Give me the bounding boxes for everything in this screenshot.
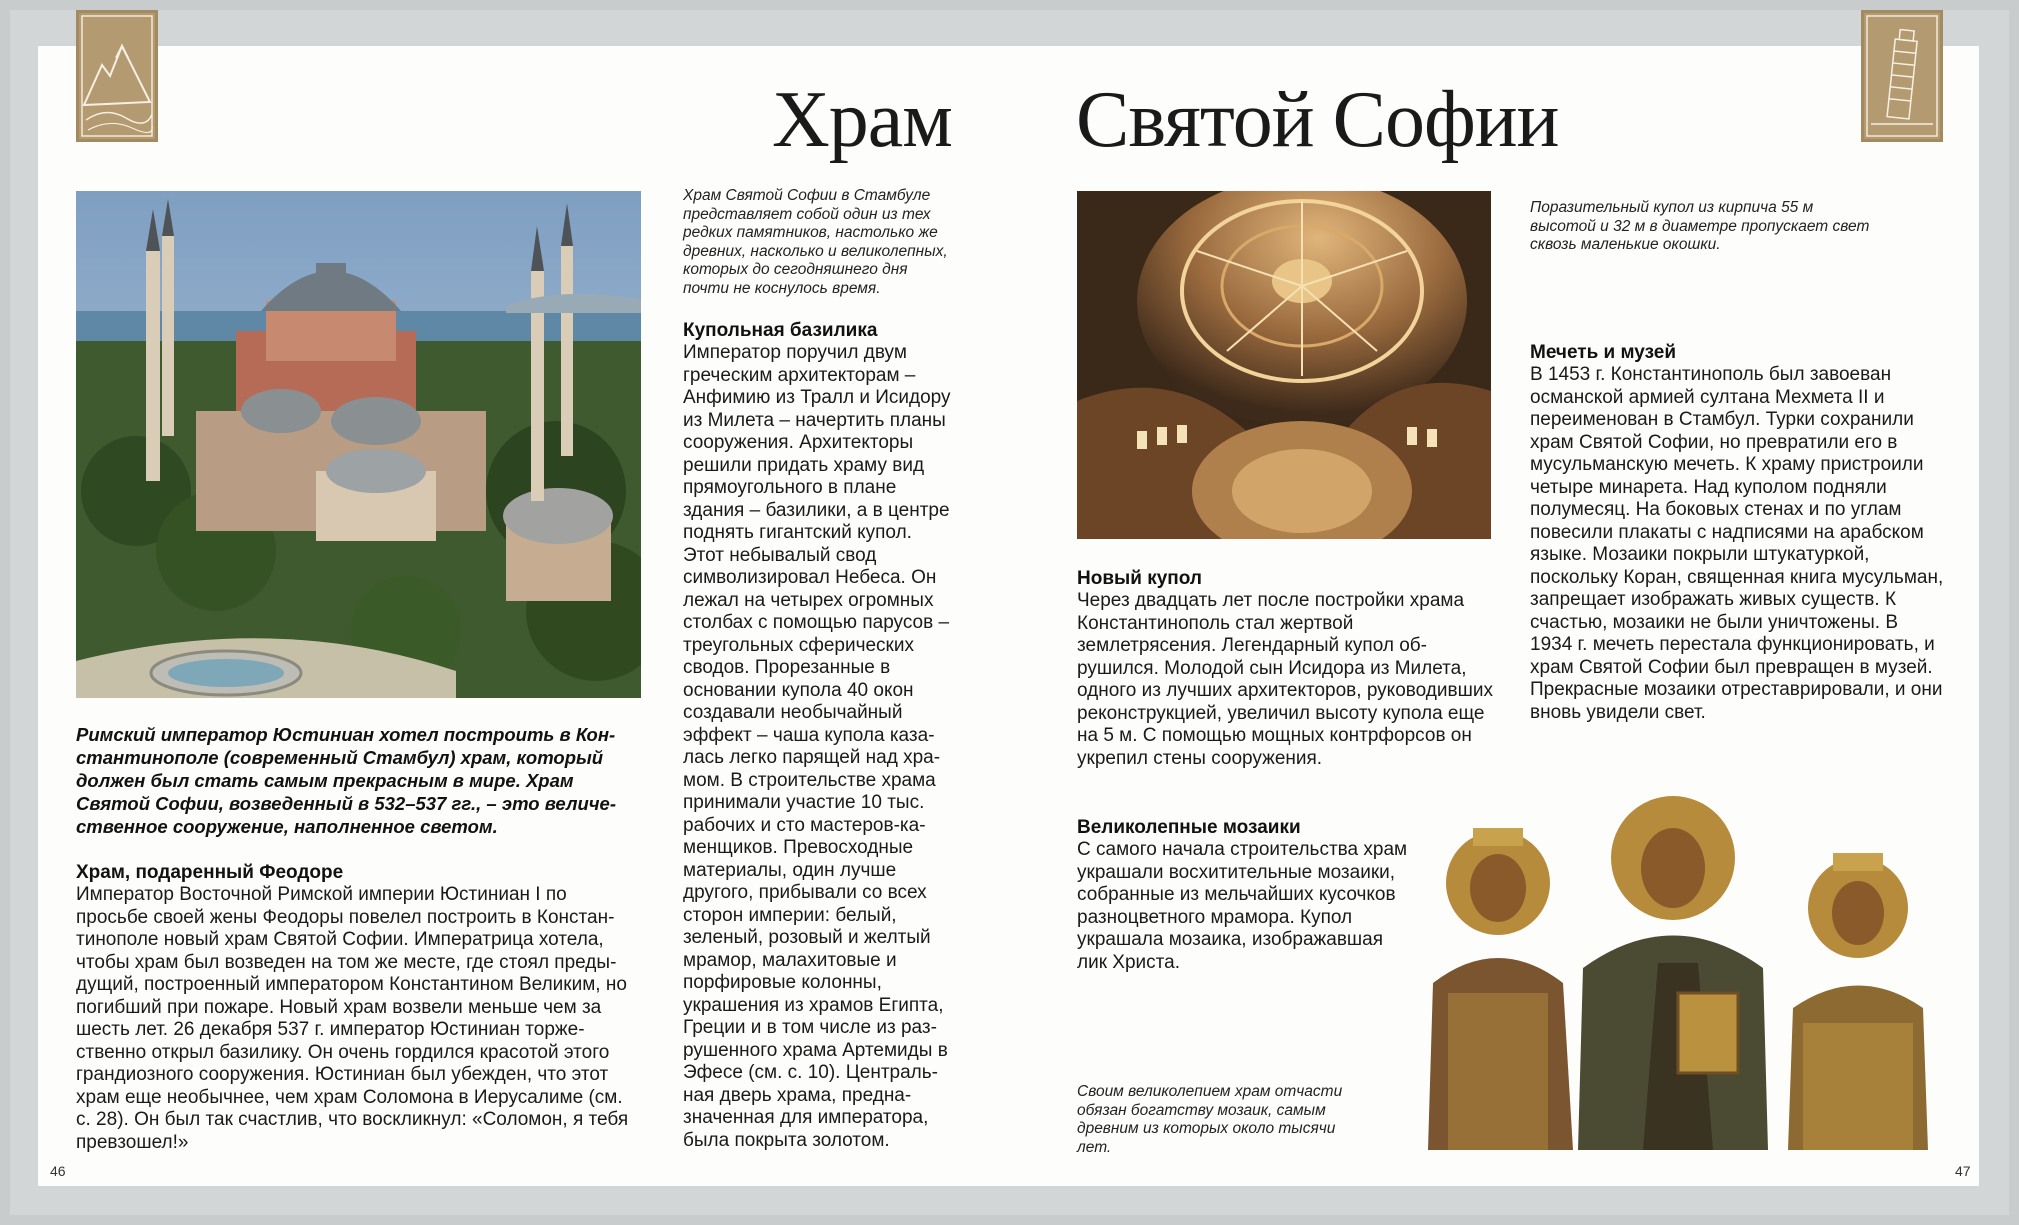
section-heading-basilica: Купольная базилика xyxy=(683,320,878,341)
section-text-basilica: Император поручил двум греческим архитекторам – Анфимию из Тралл и Исидору из Милета – начертить планы сооружения. Архитекторы решили придать храму вид прямоугольного в плане здания – базилики, а в центре поднять гигантский купол. Этот небывалый свод символизировал Небеса. Он лежал на четырех огромных столбах с помощью парусов – треугольных сферических сводов. Прорезанные в основании купола 40 окон создавали необычайный эффект – чаша купола казалась легко парящей над храмом. В строительстве храма принимали участие 10 тыс. рабочих и сто мастеров-каменщиков. Превосходные материалы, один лучше другого, прибывали со всех сторон империи: белый, зеленый, розовый и желтый мрамор, малахитовые и порфировые колонны, украшения из храмов Египта, Греции и в том числе из разрушенного храма Артемиды в Эфесе (см. с. 10). Центральная дверь храма, предназначенная для императора, была покрыта золотом. xyxy=(683,342,951,1151)
hagia-sophia-caption: Храм Святой Софии в Стамбуле представляет собой один из тех редких памятников, настолько же древних, насколько и великолепных, которых до сегодняшнего дня почти не коснулось время. xyxy=(683,187,948,297)
section-heading-mosque-museum: Мечеть и музей xyxy=(1530,342,1677,363)
page-number-left: 46 xyxy=(50,1163,66,1179)
page-title-left: Храм xyxy=(772,76,952,164)
mosaic-figures-image xyxy=(1398,793,1948,1150)
section-heading-mosaics: Великолепные мозаики xyxy=(1077,817,1301,838)
mountain-emblem-icon xyxy=(76,10,158,142)
dome-caption: Поразительный купол из кирпича 55 м высотой и 32 м в диаметре пропускает свет сквозь маленькие окошки. xyxy=(1530,199,1870,253)
section-heading-new-dome: Новый купол xyxy=(1077,568,1202,589)
section-text-mosque-museum: В 1453 г. Константинополь был завоеван османской армией султана Мехмета II и переименован в Стамбул. Турки сохранили храм Святой Софии, но превратили его в мусульманскую мечеть. К храму пристроили четыре минарета. Над куполом подняли полумесяц. На боковых стенах и по углам повесили плакаты с надписями на арабском языке. Мозаики покрыли штукатуркой, поскольку Коран, священная книга мусульман, запрещает изображать живых существ. К счастью, мозаики не были уничтожены. В 1934 г. мечеть перестала функционировать, и храм Святой Софии был превращен в музей. Прекрасные мозаики отреставрировали, и они вновь увидели свет. xyxy=(1530,364,1944,723)
tower-of-pisa-icon xyxy=(1861,10,1943,142)
page-number-right: 47 xyxy=(1955,1163,1971,1179)
mosaic-caption: Своим великолепием храм отчасти обязан богатству мозаик, самым древним из которых около тысячи лет. xyxy=(1077,1083,1343,1156)
hagia-sophia-photo xyxy=(76,191,641,698)
section-text-theodora: Император Восточной Римской империи Юстиниан I по просьбе своей жены Феодоры повелел построить в Константинополе новый храм Святой Софии. Императрица хотела, чтобы храм был возведен на том же месте, где стоял предыдущий, построенный императором Константином Великим, но погибший при пожаре. Новый храм возвели меньше чем за шесть лет. 26 декабря 537 г. император Юстиниан торжественно открыл базилику. Он очень гордился красотой этого грандиозного сооружения. Юстиниан был убежден, что этот храм еще необычнее, чем храм Соломона в Иерусалиме (см. с. 28). Он был так счастлив, что воскликнул: «Соломон, я тебя превзошел!» xyxy=(76,884,629,1153)
section-heading-theodora: Храм, подаренный Феодоре xyxy=(76,862,344,883)
page-title-right: Святой Софии xyxy=(1076,76,1559,164)
section-text-mosaics: С самого начала строительства храм украшали восхитительные мозаики, собранные из мельчайших кусочков разноцветного мрамора. Купол украшала мозаика, изображавшая лик Христа. xyxy=(1077,839,1408,973)
section-text-new-dome: Через двадцать лет после постройки храма Константинополь стал жертвой землетрясения. Легендарный купол обрушился. Молодой сын Исидора из Милета, одного из лучших архитекторов, руководивших реконструкцией, увеличил высоту купола еще на 5 м. С помощью мощных контрфорсов он укрепил стены сооружения. xyxy=(1077,590,1493,769)
intro-paragraph: Римский император Юстиниан хотел построить в Константинополе (современный Стамбул) храм, который должен был стать самым прекрасным в мире. Храм Святой Софии, возведенный в 532–537 гг., – это величественное сооружение, наполненное светом. xyxy=(76,724,616,837)
dome-interior-photo xyxy=(1077,191,1491,539)
